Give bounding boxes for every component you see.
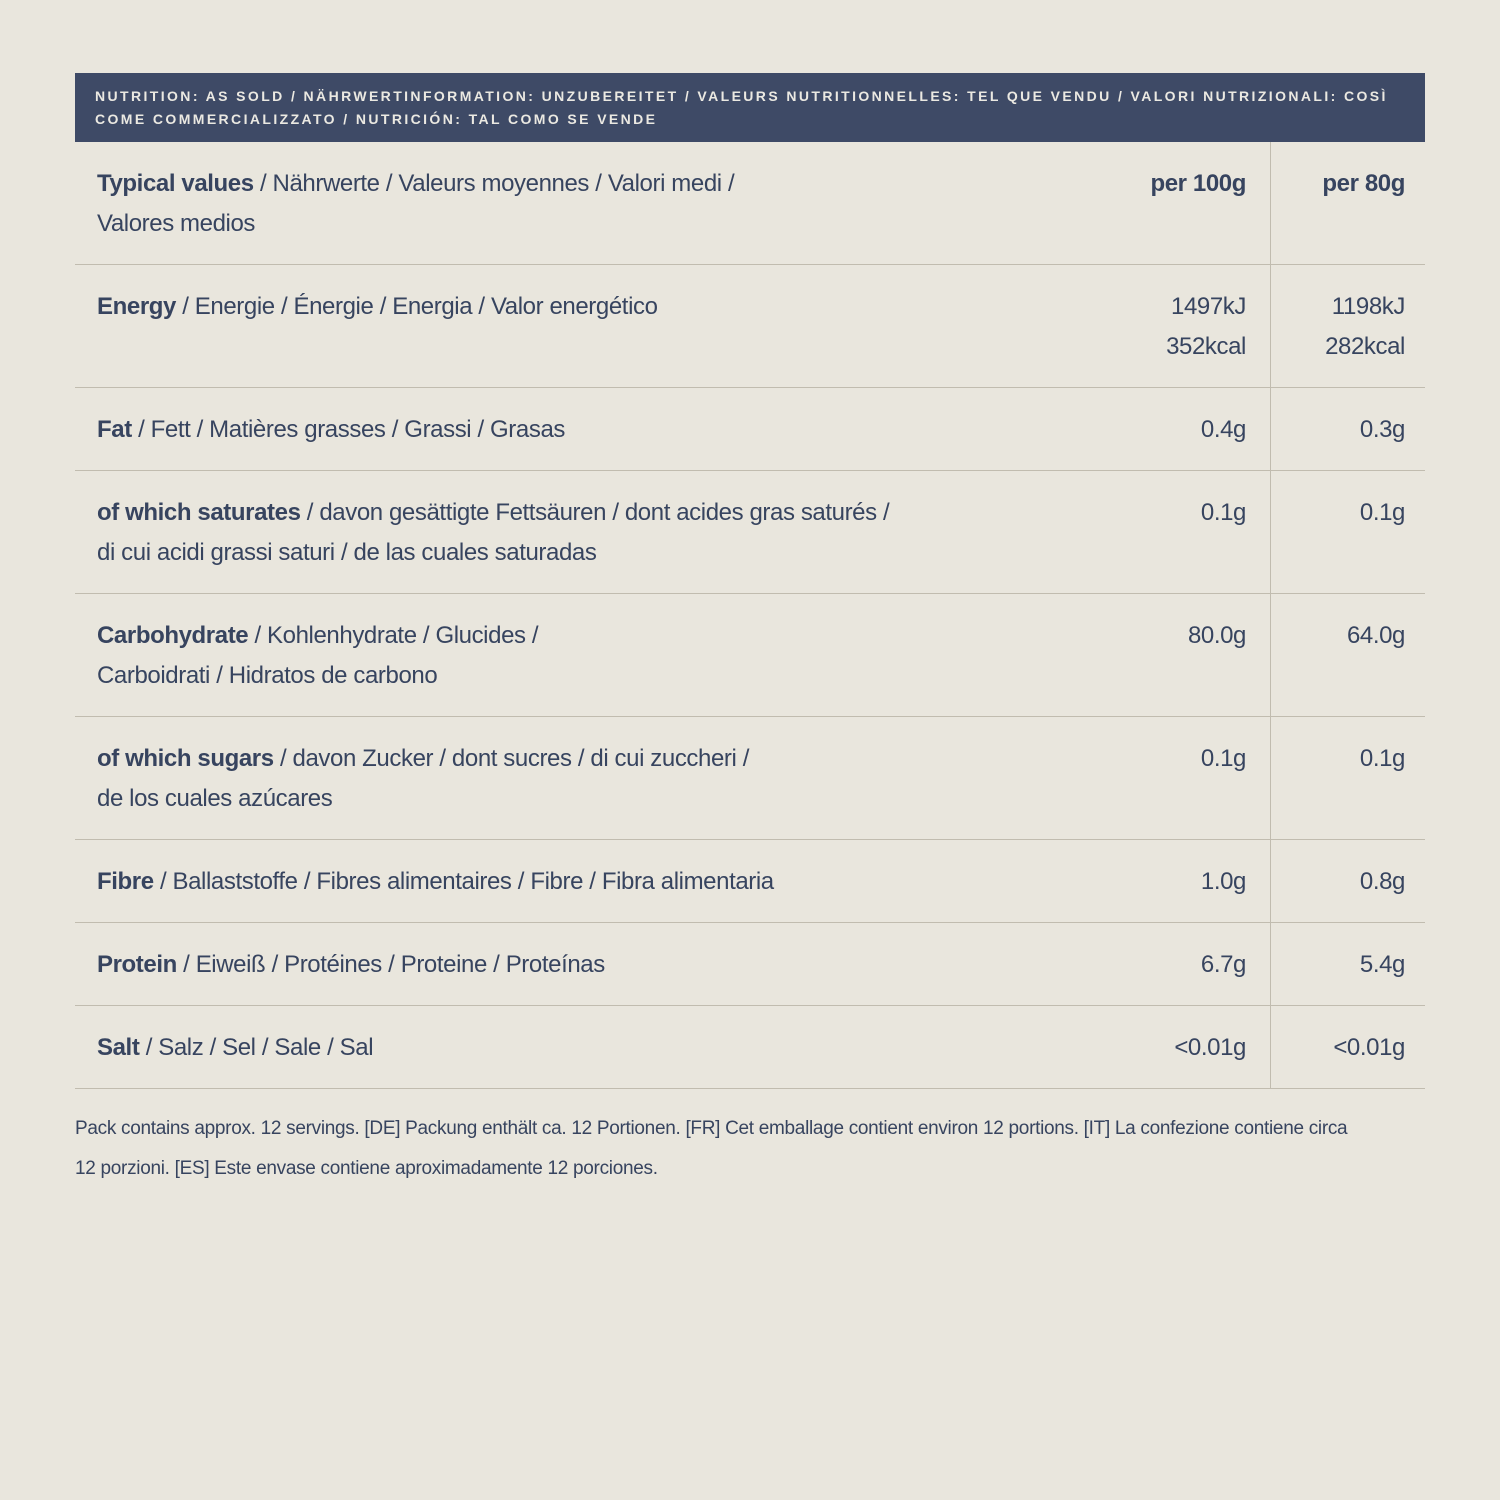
value-per-80g: 0.1g (1270, 471, 1425, 593)
nutrient-name: Energy (97, 293, 176, 320)
value-per-100g: 0.1g (1200, 745, 1246, 772)
nutrient-translations: / davon Zucker / dont sucres / di cui zuccheri / (273, 745, 749, 772)
energy-kj-per-80g: 1198kJ (1331, 293, 1405, 320)
nutrient-label (75, 388, 1020, 470)
column-header-per-80g: per 80g (1270, 142, 1425, 264)
nutrient-translations-line2: di cui acidi grassi saturi / de las cuales saturadas (97, 539, 597, 566)
column-header-per-100g: per 100g (1150, 170, 1246, 197)
value-per-80g: 0.8g (1270, 840, 1425, 922)
nutrient-translations: / Ballaststoffe / Fibres alimentaires / Fibre / Fibra alimentaria (153, 868, 774, 895)
nutrient-name: Carbohydrate (97, 622, 249, 649)
nutrient-label (75, 471, 1020, 593)
nutrition-title: NUTRITION: AS SOLD / NÄHRWERTINFORMATION: UNZUBEREITET / VALEURS NUTRITIONNELLES: TEL QUE VENDU / VALORI NUTRIZIONALI: COSÌ COME COMMERCIALIZZATO / NUTRICIÓN: TAL COMO SE VENDE (95, 88, 1388, 127)
table-row-salt (75, 1006, 1425, 1089)
table-header-row (75, 142, 1425, 265)
value-per-100g: 80.0g (1187, 622, 1246, 649)
value-per-80g: 64.0g (1270, 594, 1425, 716)
value-per-80g: <0.01g (1270, 1006, 1425, 1088)
nutrient-name: Salt (97, 1034, 140, 1061)
typical-values-label (75, 142, 1020, 264)
nutrient-name: Fat (97, 416, 132, 443)
value-per-100g (1020, 265, 1270, 387)
energy-kcal-per-80g: 282kcal (1325, 333, 1405, 360)
value-per-100g: 1.0g (1200, 868, 1246, 895)
value-per-100g: <0.01g (1174, 1034, 1246, 1061)
nutrient-name: Typical values (97, 170, 254, 197)
nutrient-name: of which saturates (97, 499, 301, 526)
table-row-sugars (75, 717, 1425, 840)
nutrient-label (75, 1006, 1020, 1088)
nutrient-label (75, 265, 1020, 387)
nutrient-name: Fibre (97, 868, 154, 895)
pack-servings-note (75, 1109, 1425, 1189)
value-per-100g: 0.4g (1200, 416, 1246, 443)
nutrient-translations: / Salz / Sel / Sale / Sal (139, 1034, 374, 1061)
nutrient-translations: / Nährwerte / Valeurs moyennes / Valori medi / (253, 170, 735, 197)
table-row-energy (75, 265, 1425, 388)
nutrient-label (75, 717, 1020, 839)
pack-servings-line2: 12 porzioni. [ES] Este envase contiene aproximadamente 12 porciones. (75, 1158, 658, 1179)
value-per-80g: 0.1g (1270, 717, 1425, 839)
nutrient-name: of which sugars (97, 745, 274, 772)
nutrient-label (75, 923, 1020, 1005)
energy-kcal-per-100g: 352kcal (1166, 333, 1246, 360)
pack-servings-line1: Pack contains approx. 12 servings. [DE] Packung enthält ca. 12 Portionen. [FR] Cet emballage contient environ 12 portions. [IT] La confezione contiene circa (75, 1118, 1348, 1139)
nutrient-label (75, 840, 1020, 922)
nutrition-table (75, 142, 1425, 1089)
energy-kj-per-100g: 1497kJ (1171, 293, 1246, 320)
nutrition-title-bar (75, 73, 1425, 142)
nutrient-translations-line2: Valores medios (97, 210, 256, 237)
nutrient-translations-line2: de los cuales azúcares (97, 785, 333, 812)
nutrient-label (75, 594, 1020, 716)
table-row-fat (75, 388, 1425, 471)
table-row-saturates (75, 471, 1425, 594)
value-per-100g: 6.7g (1200, 951, 1246, 978)
nutrient-translations: / davon gesättigte Fettsäuren / dont acides gras saturés / (300, 499, 890, 526)
nutrient-translations: / Fett / Matières grasses / Grassi / Grasas (131, 416, 565, 443)
value-per-80g: 5.4g (1270, 923, 1425, 1005)
nutrient-translations: / Eiweiß / Protéines / Proteine / Proteínas (176, 951, 605, 978)
value-per-80g: 0.3g (1270, 388, 1425, 470)
nutrition-panel (75, 73, 1425, 1189)
nutrient-translations-line2: Carboidrati / Hidratos de carbono (97, 662, 438, 689)
value-per-100g: 0.1g (1200, 499, 1246, 526)
nutrient-translations: / Kohlenhydrate / Glucides / (248, 622, 539, 649)
table-row-fibre (75, 840, 1425, 923)
nutrient-translations: / Energie / Énergie / Energia / Valor energético (175, 293, 658, 320)
table-row-protein (75, 923, 1425, 1006)
nutrient-name: Protein (97, 951, 177, 978)
table-row-carbohydrate (75, 594, 1425, 717)
value-per-80g (1270, 265, 1425, 387)
